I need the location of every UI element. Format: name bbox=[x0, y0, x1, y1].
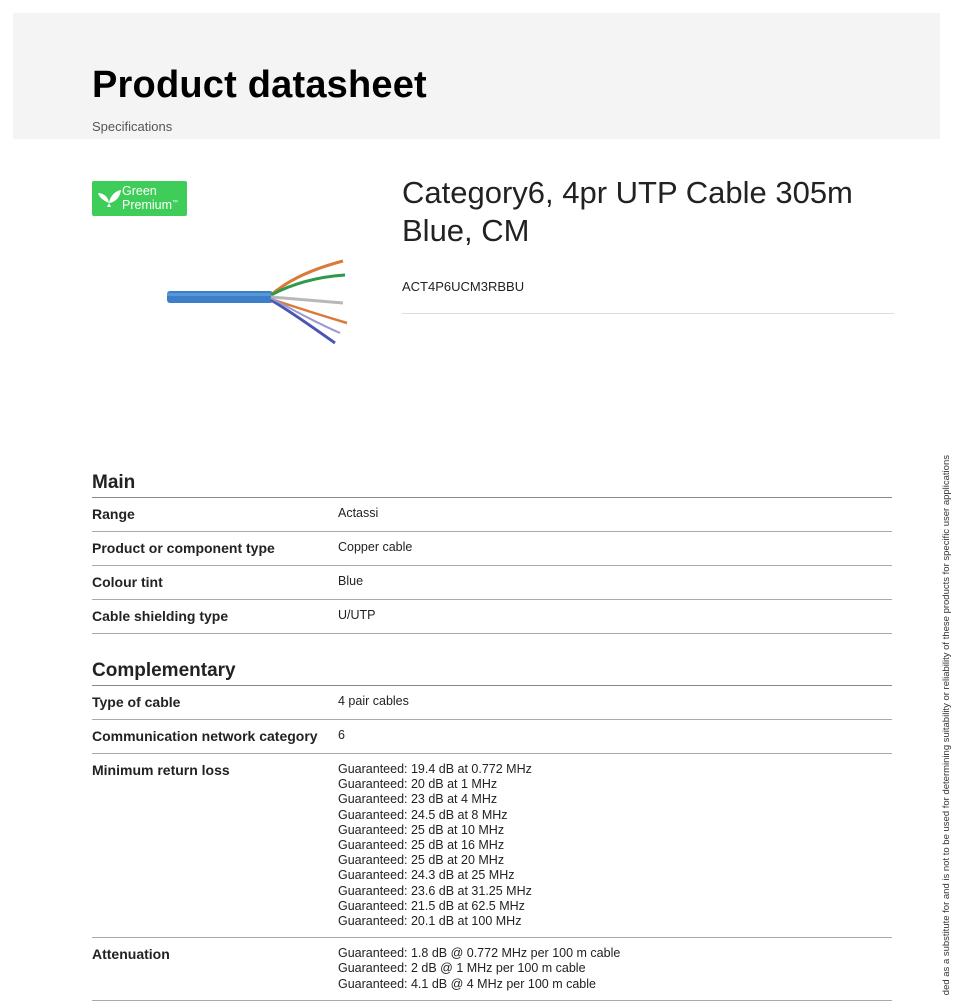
spec-value bbox=[338, 694, 409, 711]
spec-value bbox=[338, 762, 532, 929]
spec-label: Minimum return loss bbox=[92, 762, 230, 778]
spec-value bbox=[338, 946, 620, 992]
spec-value-line: Guaranteed: 19.4 dB at 0.772 MHz bbox=[338, 762, 532, 776]
spec-value-line: 6 bbox=[338, 728, 345, 742]
spec-value-line: Blue bbox=[338, 574, 364, 588]
spec-value-line: Guaranteed: 2 dB @ 1 MHz per 100 m cable bbox=[338, 961, 586, 976]
spec-value bbox=[338, 608, 376, 625]
spec-label: Type of cable bbox=[92, 694, 181, 710]
spec-value-line: Guaranteed: 23 dB at 4 MHz bbox=[338, 792, 498, 807]
section-main bbox=[92, 472, 892, 634]
spec-value-line: Copper cable bbox=[338, 540, 413, 554]
spec-value-line: Guaranteed: 25 dB at 20 MHz bbox=[338, 853, 505, 868]
product-title: Category6, 4pr UTP Cable 305m Blue, CM bbox=[402, 175, 853, 248]
spec-value-line: Guaranteed: 21.5 dB at 62.5 MHz bbox=[338, 898, 525, 913]
spec-label: Colour tint bbox=[92, 574, 163, 590]
spec-label: Cable shielding type bbox=[92, 608, 229, 624]
product-reference: ACT4P6UCM3RBBU bbox=[402, 279, 525, 294]
green-premium-badge bbox=[92, 181, 187, 216]
spec-table bbox=[92, 498, 892, 634]
page-title: Product datasheet bbox=[92, 64, 427, 106]
spec-label: Product or component type bbox=[92, 540, 275, 556]
blue-cable-icon bbox=[165, 253, 355, 348]
spec-value-line: U/UTP bbox=[338, 608, 376, 622]
divider bbox=[402, 313, 894, 314]
spec-table bbox=[92, 686, 892, 1001]
spec-value-line: Actassi bbox=[338, 506, 379, 520]
spec-label: Attenuation bbox=[92, 946, 170, 963]
spec-row bbox=[92, 532, 892, 566]
spec-label: Range bbox=[92, 506, 135, 522]
spec-row bbox=[92, 686, 892, 720]
spec-value-line: Guaranteed: 23.6 dB at 31.25 MHz bbox=[338, 883, 532, 898]
spec-value-line: 4 pair cables bbox=[338, 694, 409, 708]
spec-value-line: Guaranteed: 4.1 dB @ 4 MHz per 100 m cable bbox=[338, 976, 596, 991]
leaf-icon bbox=[95, 187, 123, 211]
spec-row bbox=[92, 566, 892, 600]
spec-label: Communication network category bbox=[92, 728, 318, 744]
badge-line-2: Premium bbox=[122, 198, 173, 213]
section-title: Main bbox=[92, 472, 892, 498]
spec-value bbox=[338, 506, 378, 523]
spec-row bbox=[92, 600, 892, 634]
spec-value-line: Guaranteed: 24.3 dB at 25 MHz bbox=[338, 868, 515, 883]
spec-row bbox=[92, 498, 892, 532]
badge-line-1: Green bbox=[122, 184, 157, 199]
spec-value-line: Guaranteed: 25 dB at 10 MHz bbox=[338, 822, 505, 837]
badge-tm: ™ bbox=[172, 200, 179, 207]
spec-value-line: Guaranteed: 24.5 dB at 8 MHz bbox=[338, 807, 508, 822]
section-complementary bbox=[92, 660, 892, 1001]
spec-value-line: Guaranteed: 25 dB at 16 MHz bbox=[338, 838, 505, 853]
spec-row bbox=[92, 720, 892, 754]
disclaimer-side-note: ded as a substitute for and is not to be used for determining suitability or reliability of these products for specific user applications bbox=[941, 455, 952, 996]
spec-value-line: Guaranteed: 20 dB at 1 MHz bbox=[338, 777, 498, 792]
spec-value-line: Guaranteed: 1.8 dB @ 0.772 MHz per 100 m cable bbox=[338, 946, 621, 961]
spec-value bbox=[338, 574, 363, 591]
spec-row bbox=[92, 938, 892, 1001]
page-subtitle: Specifications bbox=[92, 119, 173, 134]
section-title: Complementary bbox=[92, 660, 892, 686]
spec-row bbox=[92, 754, 892, 938]
spec-value bbox=[338, 728, 345, 745]
spec-value-line: Guaranteed: 20.1 dB at 100 MHz bbox=[338, 914, 522, 929]
spec-value bbox=[338, 540, 412, 557]
